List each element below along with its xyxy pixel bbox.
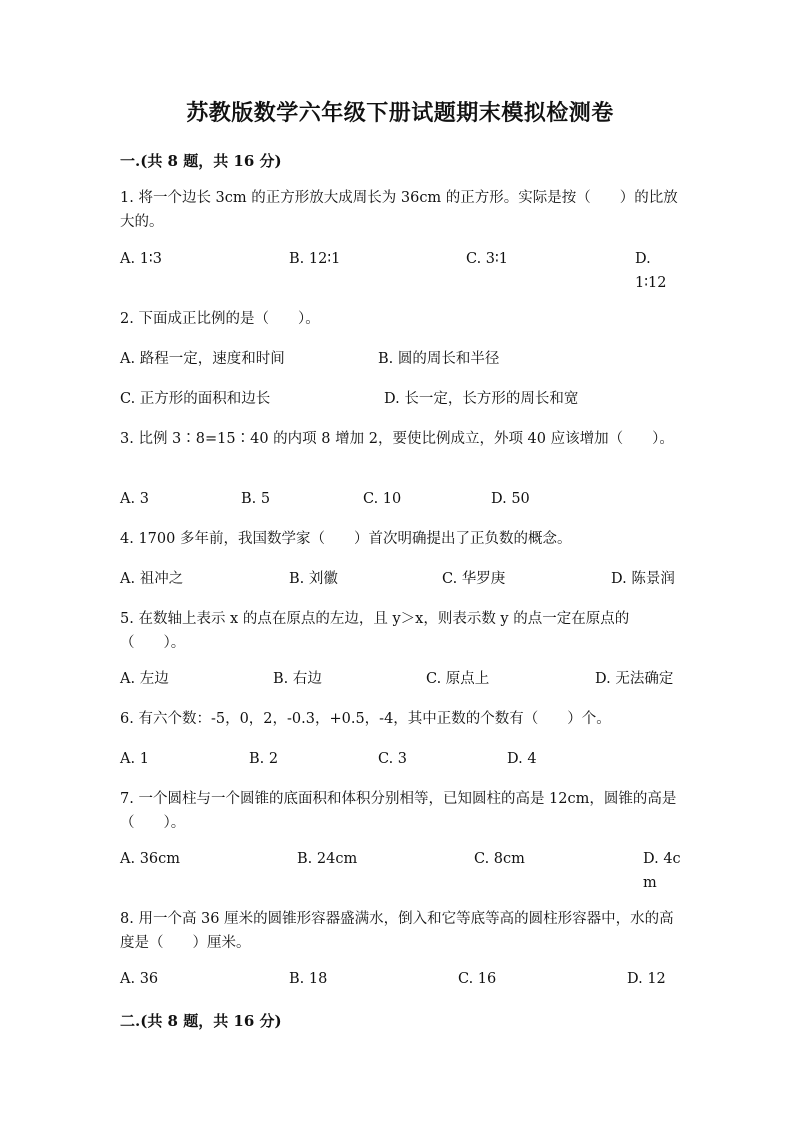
option-a: A. 左边 [120,671,169,687]
option-b: B. 刘徽 [289,571,338,587]
option-d: D. 陈景润 [611,571,675,587]
section-heading: 一.(共 8 题，共 16 分) [120,152,282,170]
option-b: B. 圆的周长和半径 [378,351,500,367]
option-a: A. 36cm [120,851,181,867]
option-b: B. 12∶1 [289,251,341,267]
option-a: A. 36 [120,971,159,987]
option-d: D. 长一定，长方形的周长和宽 [384,391,579,407]
option-a: A. 祖冲之 [120,571,184,587]
option-c: C. 原点上 [426,671,490,687]
option-c: C. 8cm [474,851,525,867]
option-d: D. 4 [507,751,537,767]
section-heading: 二.(共 8 题，共 16 分) [120,1012,282,1030]
question-stem: 8. 用一个高 36 厘米的圆锥形容器盛满水，倒入和它等底等高的圆柱形容器中，水的高度是（ ）厘米。 [120,911,674,951]
question-stem: 2. 下面成正比例的是（ ）。 [120,311,320,327]
option-b: B. 24cm [297,851,358,867]
option-d: D. 12 [627,971,666,987]
option-d: D. 4cm [643,851,681,891]
page-title: 苏教版数学六年级下册试题期末模拟检测卷 [186,100,614,126]
question-stem: 1. 将一个边长 3cm 的正方形放大成周长为 36cm 的正方形。实际是按（ ）的比放大的。 [120,190,678,230]
question-stem: 3. 比例 3∶8=15∶40 的内项 8 增加 2，要使比例成立，外项 40 应该增加（ ）。 [120,431,674,447]
question-stem: 7. 一个圆柱与一个圆锥的底面积和体积分别相等，已知圆柱的高是 12cm，圆锥的高是（ ）。 [120,791,677,831]
option-c: C. 16 [458,971,497,987]
option-a: A. 3 [120,491,149,507]
option-b: B. 5 [241,491,271,507]
option-c: C. 3 [378,751,408,767]
option-a: A. 1∶3 [120,251,162,267]
option-b: B. 右边 [273,671,322,687]
option-c: C. 10 [363,491,402,507]
option-c: C. 正方形的面积和边长 [120,391,271,407]
question-stem: 4. 1700 多年前，我国数学家（ ）首次明确提出了正负数的概念。 [120,531,572,547]
option-c: C. 3∶1 [466,251,509,267]
option-d: D. 50 [491,491,530,507]
question-stem: 5. 在数轴上表示 x 的点在原点的左边，且 y＞x，则表示数 y 的点一定在原点的（ ）。 [120,611,630,651]
option-a: A. 路程一定，速度和时间 [120,351,285,367]
option-a: A. 1 [120,751,149,767]
option-d: D. 无法确定 [595,671,674,687]
option-b: B. 2 [249,751,279,767]
option-c: C. 华罗庚 [442,571,506,587]
option-d: D. 1∶12 [635,251,667,291]
option-b: B. 18 [289,971,328,987]
question-stem: 6. 有六个数：-5，0，2，-0.3，+0.5，-4，其中正数的个数有（ ）个。 [120,711,611,727]
